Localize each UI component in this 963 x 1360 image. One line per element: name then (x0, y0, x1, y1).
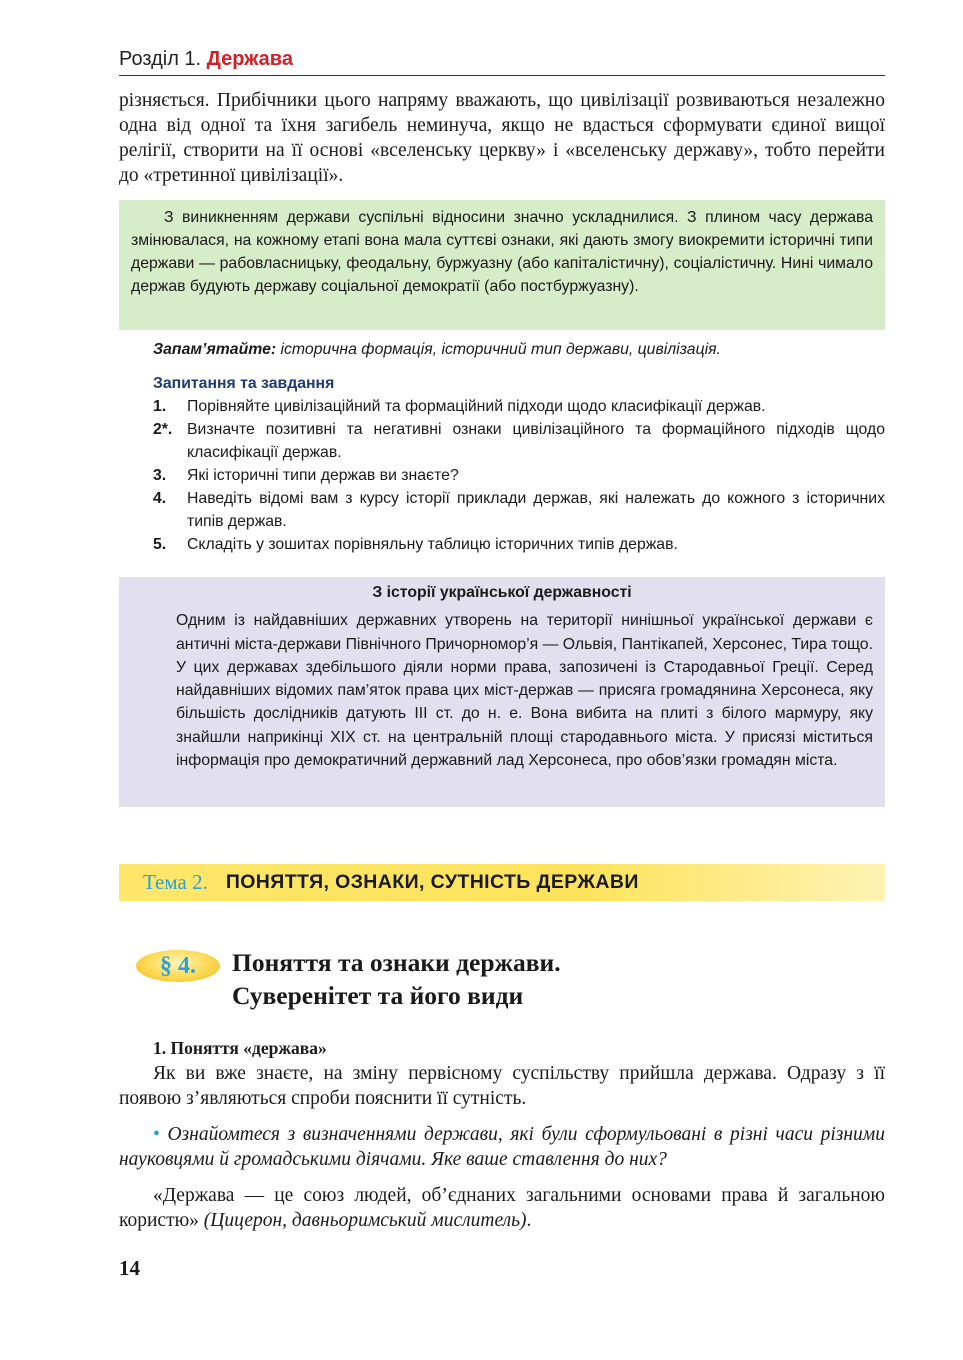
list-item (153, 464, 885, 487)
paragraph-badge: § 4. (136, 950, 220, 982)
question-text: Порівняйте цивілізаційний та формаційний підходи щодо класифікації держав. (187, 398, 766, 415)
question-text: Складіть у зошитах порівняльну таблицю історичних типів держав. (187, 536, 678, 553)
paragraph-title-line: Суверенітет та його види (232, 981, 524, 1010)
chapter-label: Розділ 1. (119, 48, 202, 70)
question-number: 3. (153, 467, 167, 484)
paragraph-title (232, 946, 872, 1012)
page-number: 14 (119, 1256, 140, 1280)
remember-text: історична формація, історичний тип держави, цивілізація. (276, 341, 721, 358)
paragraph-title-line: Поняття та ознаки держави. (232, 948, 561, 977)
history-box (119, 577, 885, 807)
chapter-title: Держава (206, 48, 293, 70)
question-number: 5. (153, 536, 167, 553)
list-item (153, 418, 885, 464)
theme-label: Тема 2. (143, 870, 208, 894)
questions-section (153, 373, 885, 556)
task-paragraph (119, 1122, 885, 1172)
question-number: 4. (153, 490, 167, 507)
theme-title: ПОНЯТТЯ, ОЗНАКИ, СУТНІСТЬ ДЕРЖАВИ (225, 871, 639, 893)
history-title: З історії української державності (372, 584, 632, 601)
list-item (153, 533, 885, 556)
quote-end: . (526, 1210, 532, 1231)
question-number: 2*. (153, 421, 173, 438)
summary-box (119, 200, 885, 330)
question-number: 1. (153, 398, 167, 415)
remember-note (153, 339, 885, 361)
list-item (153, 487, 885, 533)
section-text: Як ви вже знаєте, на зміну первісному суспільству прийшла держава. Одразу з її появою з’являються спроби пояснити її сутність. (119, 1063, 885, 1109)
summary-text: З виникненням держави суспільні відносини значно ускладнилися. З плином часу держава змінювалася, на кожному етапі вона мала суттєві ознаки, які дають змогу виокремити історичні типи держави — рабовласницьку, феодальну, буржуазну (або капіталістичну), соціалістичну. Нині чимало держав будують державу соціальної демократії (або постбуржуазну). (131, 209, 873, 295)
bullet-icon: • (153, 1124, 160, 1145)
question-text: Наведіть відомі вам з курсу історії приклади держав, які належать до кожного з історичних типів держав. (187, 490, 885, 530)
question-text: Які історичні типи держав ви знаєте? (187, 467, 459, 484)
quote-paragraph (119, 1183, 885, 1233)
remember-label: Запам’ятайте: (153, 341, 277, 358)
questions-title: Запитання та завдання (153, 375, 335, 392)
question-text: Визначте позитивні та негативні ознаки цивілізаційного та формаційного підходів щодо класифікації держав. (187, 421, 885, 461)
intro-paragraph: різняється. Прибічники цього напряму вважають, що цивілізації розвиваються незалежно одна від одної та їхня загибель неминуча, якщо не вдасться сформувати єдиної вищої релігії, створити на її основі «вселенську церкву» і «вселенську державу», тобто перейти до «третинної цивілізації». (119, 90, 885, 186)
quote-attribution: (Цицерон, давньоримський мислитель) (203, 1210, 527, 1231)
list-item (153, 395, 885, 418)
history-text: Одним із найдавніших державних утворень на території нинішньої української держави є античні міста-держави Північного Причорномор’я — Ольвія, Пантікапей, Херсонес, Тира тощо. У цих державах здебільшого діяли норми права, запозичені із Стародавньої Греції. Серед найдавніших відомих пам’яток права цих міст-держав — присяга громадянина Херсонеса, яку більшість дослідників датують III ст. до н. е. Вона вибита на плиті з білого мармуру, яку знайшли наприкінці XIX ст. на центральній площі стародавнього міста. У присязі міститься інформація про демократичний державний лад Херсонеса, про обов’язки громадян міста. (176, 612, 873, 770)
task-text: Ознайомтеся з визначеннями держави, які були сформульовані в різні часи різними науковцями й громадськими діячами. Яке ваше ставлення до них? (119, 1124, 885, 1170)
theme-bar (119, 864, 885, 901)
page-header (119, 44, 885, 76)
section-body (119, 1061, 885, 1111)
quote-text: «Держава — це союз людей, об’єднаних загальними основами права й загальною користю» (119, 1185, 885, 1231)
section-heading: 1. Поняття «держава» (153, 1038, 327, 1058)
